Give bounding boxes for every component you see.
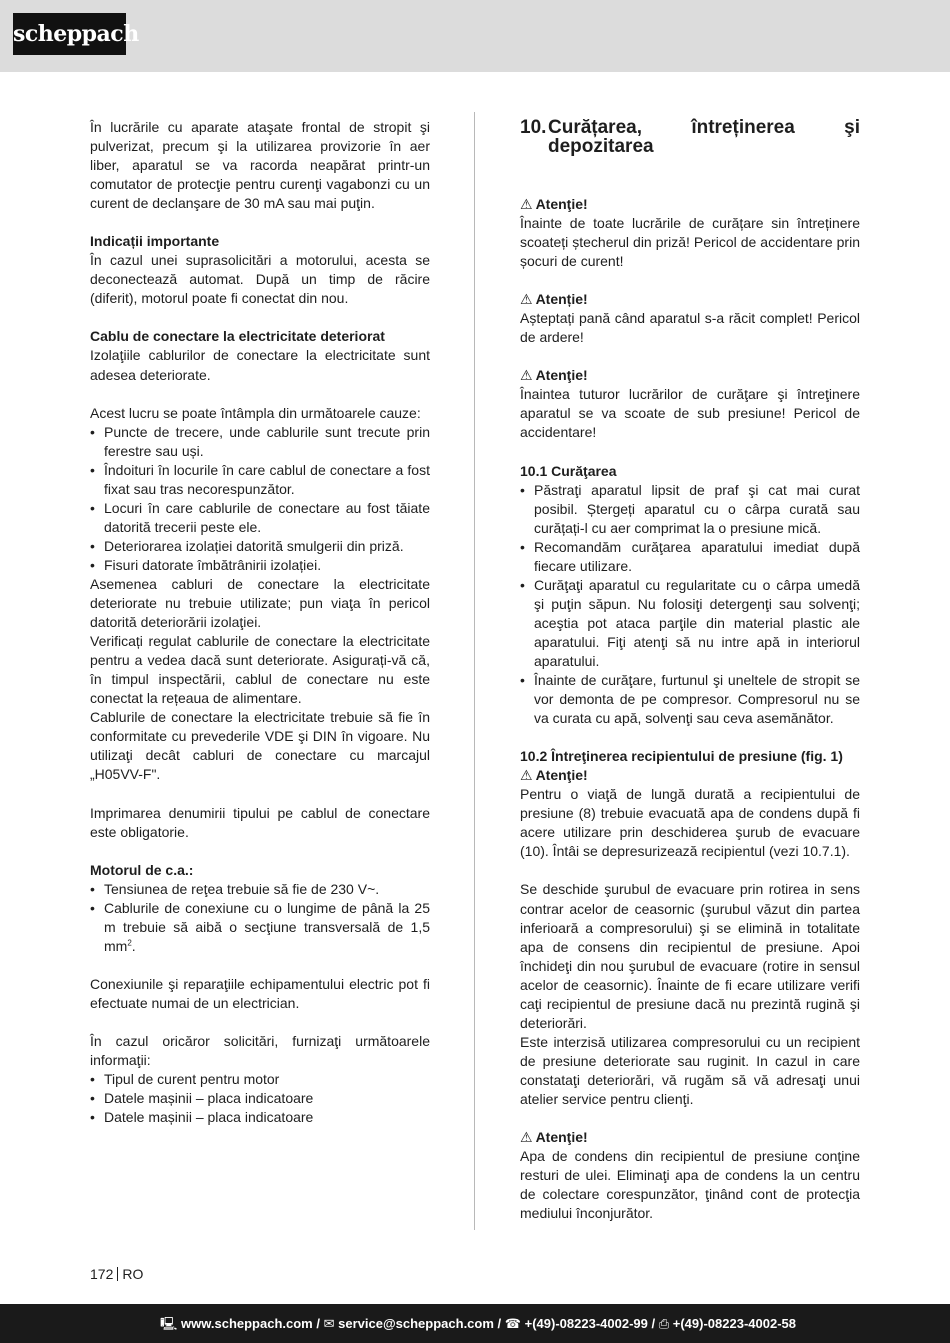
list-item: • Fisuri datorate îmbătrânirii izolației. — [90, 556, 430, 575]
warning-unplug: Înainte de toate lucrările de curățare sin întreținere scoateți ștecherul din priză! Pericol de accidentare prin șocuri de curent! — [520, 215, 860, 270]
paragraph-cable-insulation: Izolaţiile cablurilor de conectare la electricitate sunt adesea deteriorate. — [90, 347, 430, 383]
heading-damaged-cable: Cablu de conectare la electricitate deteriorat — [90, 328, 385, 345]
warning-icon: ⚠ — [520, 767, 533, 784]
page-footer: 🖳 www.scheppach.com / ✉ service@scheppach.com / ☎ +(49)-08223-4002-99 / ⎙ +(49)-08223-4002-58 — [0, 1304, 950, 1343]
heading-ac-motor: Motorul de c.a.: — [90, 861, 194, 878]
paragraph-electrician: Conexiunile şi reparaţiile echipamentului electric pot fi efectuate numai de un electrician. — [90, 975, 430, 1011]
section-number: 10. — [520, 117, 547, 138]
paragraph-frontal-devices: În lucrările cu aparate ataşate frontal de stropit şi pulverizat, precum şi la utilizarea provizorie în aer liber, aparatul se va racorda neapărat printr-un comutator de protecţie pentru curenţi vagabonzi cu un curent de declanşare de 30 mA sau mai puţin. — [90, 119, 430, 212]
paragraph-vde-din: Cablurile de conectare la electricitate trebuie să fie în conformitate cu prevederile VDE şi DIN în vigoare. Nu utilizaţi decât cabluri de conectare cu marcajul „H05VV-F". — [90, 709, 430, 783]
paragraph-oil-residue: Apa de condens din recipientul de presiune conţine resturi de ulei. Eliminaţi apa de condens la un centru de colectare corespunzător, ţinând cont de protecţia mediului înconjurător. — [520, 1148, 860, 1222]
section-title — [520, 118, 860, 156]
list-item: • Înainte de curăţare, furtunul şi uneltele de stropit se vor demonta de pe compresor. Compresorul nu se va curata cu apă, solvenţi sau ceva asemănător. — [520, 671, 860, 728]
fax-icon: ⎙ — [658, 1316, 670, 1331]
warning-heading: ⚠ Atenție! — [520, 291, 588, 308]
warning-heading: ⚠ Atenţie! — [520, 767, 588, 784]
scheppach-logo: scheppach — [13, 13, 126, 55]
warning-icon: ⚠ — [520, 1129, 533, 1146]
paragraph-drain-condensate: Pentru o viaţă de lungă durată a recipientului de presiune (8) trebuie evacuată apa de condens după fi acere utilizare prin deschiderea şurub de evacuare (10). Întâi se depresurizează recipientul (vezi 10.7.1). — [520, 786, 860, 860]
list-item: • Tensiunea de reţea trebuie să fie de 230 V~. — [90, 880, 430, 899]
cleaning-list — [520, 481, 860, 729]
computer-icon: 🖳 — [160, 1316, 178, 1331]
warning-heading: ⚠ Atenţie! — [520, 1129, 588, 1146]
motor-list — [90, 880, 430, 956]
warning-heading: ⚠ Atenţie! — [520, 367, 588, 384]
causes-list — [90, 423, 430, 575]
list-item: • Datele mașinii – placa indicatoare — [90, 1089, 430, 1108]
warning-cool-down: Așteptați pană când aparatul s-a răcit complet! Pericol de ardere! — [520, 310, 860, 346]
list-item: • Tipul de curent pentru motor — [90, 1070, 430, 1089]
page-header — [0, 0, 950, 72]
footer-email[interactable]: service@scheppach.com — [338, 1316, 494, 1331]
paragraph-damaged-not-used: Asemenea cabluri de conectare la electricitate deteriorate nu trebuie utilizate; pun viaţa în pericol datorită deteriorării izolaţiei. — [90, 575, 430, 631]
list-item: • Recomandăm curăţarea aparatului imediat după fiecare utilizare. — [520, 538, 860, 576]
warning-icon: ⚠ — [520, 196, 533, 212]
list-item: • Locuri în care cablurile de conectare au fost tăiate datorită trecerii peste ele. — [90, 499, 430, 537]
heading-cleaning: 10.1 Curăţarea — [520, 462, 617, 479]
paragraph-type-marking: Imprimarea denumirii tipului pe cablul de conectare este obligatorie. — [90, 804, 430, 840]
phone-icon: ☎ — [504, 1316, 521, 1331]
right-column — [520, 118, 860, 1223]
list-item: • Puncte de trecere, unde cablurile sunt trecute prin ferestre sau uși. — [90, 423, 430, 461]
section-title-text: Curățarea, întreținerea şi depozitarea — [548, 117, 860, 157]
info-list — [90, 1070, 430, 1127]
paragraph-requests-info: În cazul oricăror solicitări, furnizaţi următoarele informaţii: — [90, 1032, 430, 1068]
column-divider — [474, 112, 475, 1230]
warning-icon: ⚠ — [520, 291, 533, 308]
list-item: • Cablurile de conexiune cu o lungime de până la 25 m trebuie să aibă o secţiune transversală de 1,5 $mm^2$. — [90, 899, 430, 956]
paragraph-forbidden-use: Este interzisă utilizarea compresorului cu un recipient de presiune deteriorate sau ruginit. In cazul in care constataţi deteriorări, vă rugăm să vă adresaţi unui atelier service pentru clienţi. — [520, 1033, 860, 1107]
warning-icon: ⚠ — [520, 367, 533, 384]
list-item: • Datele mașinii – placa indicatoare — [90, 1108, 430, 1127]
footer-website[interactable]: www.scheppach.com — [181, 1316, 313, 1331]
heading-important-notes: Indicații importante — [90, 233, 220, 250]
email-icon: ✉ — [323, 1316, 335, 1331]
list-item: • Păstraţi aparatul lipsit de praf şi cat mai curat posibil. Ștergeți aparatul cu o cârpa curată sau curățați-l cu aer comprimat la o presiune mică. — [520, 481, 860, 538]
warning-depressurize: Înaintea tuturor lucrărilor de curăţare şi întreţinere aparatul se va scoate de sub presiune! Pericol de accidentare! — [520, 386, 860, 441]
paragraph-open-drain-screw: Se deschide şurubul de evacuare prin rotirea in sens contrar acelor de ceasornic (şurubul văzut din partea inferioară a compresorului) şi se elimină in totalitate apa de consens din recipientul de presiune. Apoi închideţi din nou şurubul de evacuare (rotire in sensul acelor de ceasornic). Înainte de fi ecare utilizare verifi caţi recipientul de presiune dacă nu prezintă rugină şi deteriorări. — [520, 881, 860, 1031]
paragraph-overload: În cazul unei suprasolicitări a motorului, acesta se deconectează automat. După un timp de răcire (diferit), motorul poate fi conectat din nou. — [90, 252, 430, 307]
heading-pressure-vessel: 10.2 Întreţinerea recipientului de presiune (fig. 1) — [520, 748, 843, 765]
list-item: • Îndoituri în locurile în care cablul de conectare a fost fixat sau tras necorespunzător. — [90, 461, 430, 499]
warning-heading: ⚠ Atenţie! — [520, 196, 588, 212]
footer-fax: +(49)-08223-4002-58 — [672, 1316, 796, 1331]
list-item: • Deteriorarea izolației datorită smulgerii din priză. — [90, 537, 430, 556]
page-number: 172 RO — [90, 1266, 144, 1282]
footer-phone: +(49)-08223-4002-99 — [524, 1316, 648, 1331]
list-item: • Curăţaţi aparatul cu regularitate cu o cârpa umedă şi puţin săpun. Nu folosiţi detergenţi sau solvenţi; aceştia pot ataca parţile din material plastic ale aparatului. Fiţi atenţi să nu intre apă in interiorul aparatului. — [520, 576, 860, 671]
left-column — [90, 118, 430, 1127]
paragraph-causes-intro: Acest lucru se poate întâmpla din următoarele cauze: — [90, 404, 421, 421]
paragraph-check-cables: Verificați regulat cablurile de conectare la electricitate pentru a vedea dacă sunt deteriorate. Asigurați-vă că, în timpul inspectării, cablul de conectare nu este conectat la rețeaua de alimentare. — [90, 633, 430, 707]
